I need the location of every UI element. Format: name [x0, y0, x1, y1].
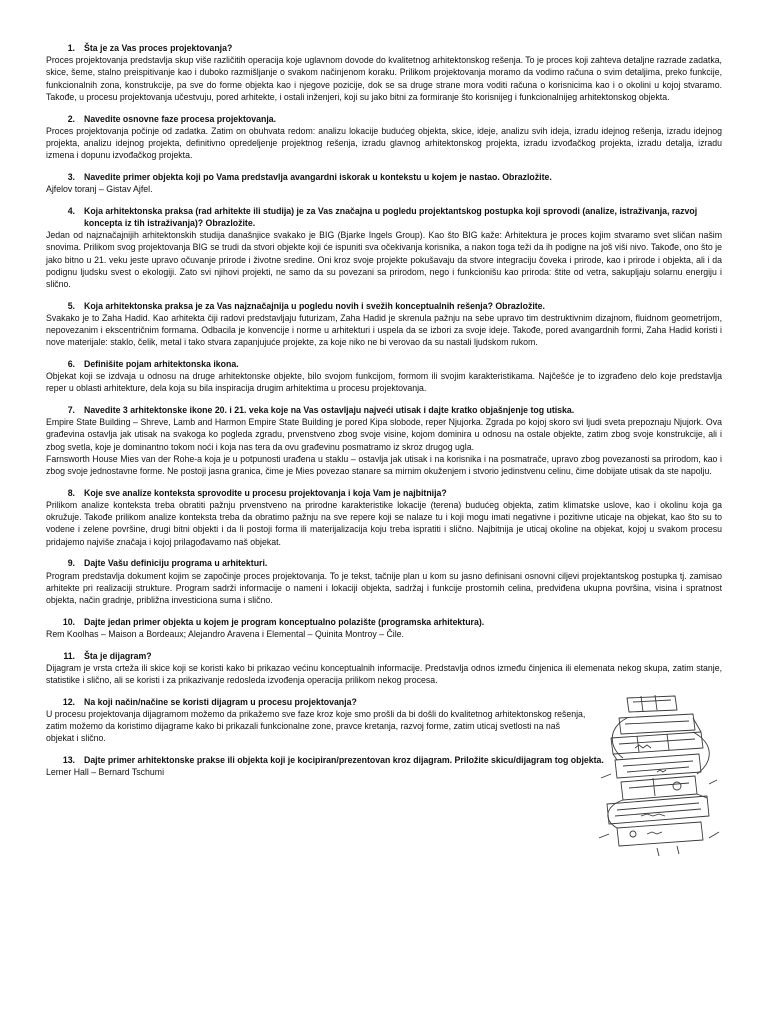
question-block — [46, 358, 722, 395]
question-number: 12. — [62, 696, 75, 707]
answer-paragraph: Farnsworth House Mies van der Rohe-a koja je u potpunosti urađena u staklu – ostavlja jak utisak i na korisnika i na posmatrače, upravo zbog povezanosti sa prirodom, kao i zbog svoje jednostavne forme. Ne postoji jasna granica, čime je Mies povezao stanare sa mirnim okuženjem i stvorio jedinstvenu celinu, čime dobijate utisak da ste napolju. — [46, 453, 722, 477]
question — [46, 557, 722, 569]
question-text: Šta je dijagram? — [84, 650, 152, 661]
answer-paragraph: Empire State Building – Shreve, Lamb and Harmon Empire State Building je pored Kipa slobode, reper Njujorka. Zgrada po kojoj skoro svi ljudi sveta prepoznaju Njujork. Ova građevina ostavlja jak utisak na svakoga ko pogleda zgradu, prvenstveno zbog svoje visine, kojom dominira u odnosu na ostale objekte, zatim zbog svoje konstrukcije, ali i zbog svetla, koje je dominantno tokom noći i koja nas tera da ovu građevinu posmatramo iz skroz drugog ugla. — [46, 417, 722, 452]
question — [46, 754, 620, 766]
question-text: Navedite 3 arhitektonske ikone 20. i 21. veka koje na Vas ostavljaju najveći utisak i dajte kratko objašnjenje tog utiska. — [84, 405, 575, 416]
question — [46, 696, 620, 708]
question-text: Koja arhitektonska praksa (rad arhitekte ili studija) je za Vas značajna u pogledu projektantskog postupka koji sprovodi (analize, istraživanja, razvoj koncepta iz tih istraživanja)? Obrazložite. — [84, 205, 698, 228]
question-number: 9. — [67, 558, 75, 569]
question-number: 7. — [67, 405, 75, 416]
question-text: Navedite osnovne faze procesa projektovanja. — [84, 113, 277, 124]
question — [46, 171, 722, 183]
question — [46, 487, 722, 499]
question-text: Dajte primer arhitektonske prakse ili objekta koji je kocipiran/prezentovan kroz dijagram. Priložite skicu/dijagram tog objekta. — [84, 754, 604, 765]
question-block — [46, 616, 722, 640]
question — [46, 650, 722, 662]
question — [46, 300, 722, 312]
question-text: Dajte Vašu definiciju programa u arhitekturi. — [84, 558, 268, 569]
question-block — [46, 42, 722, 103]
question-text: Dajte jedan primer objekta u kojem je program konceptualno polazište (programska arhitektura). — [84, 616, 485, 627]
answer-paragraph: Svakako je to Zaha Hadid. Kao arhitekta čiji radovi predstavljaju futurizam, Zaha Hadid je skrenula pažnju na sebe upravo tim destruktivnim dizajnom, fluidnom geometrijom, nepovezanim i ekscentričnim formama. Odbacila je konvencije i norme u arhitekturi i uspela da se izbori za svoje ideje. Takođe, pored avangardnih formi, Zaha Hadid koristi i nove materijale: staklo, čelik, metal i tako stvara zapanjujuće projekte, za koje niko ne bi verovao da su nastali ljudskom rukom. — [46, 312, 722, 348]
question-block — [46, 300, 722, 349]
question-number: 5. — [67, 300, 75, 311]
question-number: 10. — [62, 616, 75, 627]
qa-with-sketch — [46, 696, 722, 779]
document-page — [46, 42, 722, 788]
answer-paragraph: Jedan od najznačajnijih arhitektonskih studija današnjice svakako je BIG (Bjarke Ingels Group). Kao što BIG kaže: Arhitektura je proces kojim stvaramo svet sličan našim snovima. Prilikom svog projektovanja BIG se trudi da stvori objekte koji će ispuniti sva očekivanja korisnika, a nakon toga teži da ih podigne na još viši nivo. Takođe, ono što je jako bitno u 21. veku jeste upravo očuvanje prirode i životne sredine. Oni kroz svoje projekte pokušavaju da stvore integraciju čoveka i prirode, kao i prirode i objekta, ali i da podignu ljudsku svest o ekologiji. Zato svi njihovi projekti, ne samo da su povezani sa prirodom, nego i funkcionišu kao priroda: štite od vetra, sakupljaju solarnu energiju i slično. — [46, 230, 722, 289]
answer-paragraph: U procesu projektovanja dijagramom možemo da prikažemo sve faze kroz koje smo prošli da bi došli do kvalitetnog arhitektonskog rešenja, zatim možemo da koristimo dijagrame kako bi prikazali funkcionalne zone, pravce kretanja, razvoj forme, zatim uticaj svetlosti na naš objekat i slično. — [46, 708, 586, 744]
question-number: 13. — [62, 754, 75, 765]
answer-paragraph: Proces projektovanja predstavlja skup više različitih operacija koje uglavnom dovode do kvalitetnog arhitektonskog rešenja. To je proces koji zahteva detaljne razrade zadatka, skice, šeme, stalno preispitivanje kao i duboko razmišljanje o svakom načinjenom koraku. Prilikom projektovanja moramo da vodimo računa o svim detaljima, preko funkcije, funkcionalnih zona, konstrukcije, pa sve do forme objekta kao i njegove pozicije, dok se sa druge strane mora voditi računa o korisnicima kao i o okolini u kojoj stvaramo. Takođe, u procesu projektovanja učestvuju, pored arhitekte, i ostali inženjeri, koji su jako bitni za formiranje što korisnijeg i funkcionalnijeg arhitektonskog objekta. — [46, 55, 722, 102]
question — [46, 616, 722, 628]
question — [46, 358, 722, 370]
answer-paragraph: Objekat koji se izdvaja u odnosu na druge arhitektonske objekte, bilo svojom funkcijom, formom ili svojim karakteristikama. Najčešće je to izgrađeno delo koje predstavlja reper u oblasti arhitekture, dela koja su bila inspiracija drugim arhitektima u procesu projektovanja. — [46, 371, 722, 394]
question-text: Koje sve analize konteksta sprovodite u procesu projektovanja i koja Vam je najbitnija? — [84, 487, 447, 498]
answer-paragraph: Ajfelov toranj – Gistav Ajfel. — [46, 184, 153, 195]
question-text: Šta je za Vas proces projektovanja? — [84, 43, 233, 53]
answer-paragraph: Dijagram je vrsta crteža ili skice koji se koristi kako bi prikazao većinu konceptualnih informacije. Predstavlja odnos između činjenica ili elemenata nekog skupa, zatim stanje, statistike i slično, ali se koristi i za prikazivanje redosleda izvođenja operacija prilikom nekog procesa. — [46, 662, 722, 685]
answer-paragraph: Proces projektovanja počinje od zadatka. Zatim on obuhvata redom: analizu lokacije budućeg objekta, skice, ideje, analizu svih ideja, izradu idejnog rešenja, izradu idejnog projekta, analizu idejnog projekta, definitivno opredeljenje projektnog rešenja, izradu glavnog arhitektonskog projekta, izradu izvođačkog projekta, izradu detalja, izradu izmena i dopunu izvođačkog projekta. — [46, 125, 722, 161]
question-block — [46, 650, 722, 687]
question-block — [46, 205, 722, 290]
question-block — [46, 113, 722, 162]
question-number: 1. — [67, 43, 75, 53]
answer-paragraph: Rem Koolhas – Maison a Bordeaux; Alejandro Aravena i Elemental – Quinita Montroy – Čile. — [46, 628, 404, 639]
question — [46, 205, 722, 229]
question-block — [46, 557, 722, 606]
question-number: 4. — [67, 205, 75, 216]
question-number: 11. — [63, 650, 75, 661]
question-block — [46, 171, 722, 195]
question-number: 8. — [67, 487, 75, 498]
question-text: Na koji način/načine se koristi dijagram u procesu projektovanja? — [84, 696, 357, 707]
question-text: Navedite primer objekta koji po Vama predstavlja avangardni iskorak u kontekstu u kojem je nastao. Obrazložite. — [84, 171, 552, 182]
question-block — [46, 487, 722, 548]
question-number: 3. — [67, 171, 75, 182]
question-text: Definišite pojam arhitektonska ikona. — [84, 358, 239, 369]
answer-paragraph: Prilikom analize konteksta treba obratiti pažnju prvenstveno na prirodne karakteristike lokacije (terena) budućeg objekta, zatim klimatske uslove, kao i okolinu koja ga okružuje. Takođe prilikom analize konteksta treba da obratimo pažnju na sve repere koji se nalaze tu i koji mogu imati negativne i pozitivne uticaje na objekat, kao što su to vodene i zelene površine, drugi bitni objekti i da li postoji forma ili materijalizacija koju treba ispratiti i slično. Najbitnija je uticaj okoline na objekat, kojoj u svakom procesu pridajemo najviše značaja i kojoj prilagođavamo naš objekat. — [46, 500, 722, 547]
qa-list — [46, 42, 722, 686]
answer-paragraph: Lerner Hall – Bernard Tschumi — [46, 767, 165, 778]
architectural-diagram-sketch-icon — [597, 688, 721, 858]
question-number: 2. — [67, 113, 75, 124]
question-block — [46, 404, 722, 477]
question-number: 6. — [67, 358, 75, 369]
question — [46, 42, 722, 54]
question-text: Koja arhitektonska praksa je za Vas najznačajnija u pogledu novih i svežih konceptualnih rešenja? Obrazložite. — [84, 300, 545, 311]
question — [46, 113, 722, 125]
question — [46, 404, 722, 416]
answer-paragraph: Program predstavlja dokument kojim se započinje proces projektovanja. To je tekst, tačnije plan u kom su jasno definisani osnovni ciljevi projektantskog postupka tj. zamisao arhitekte pri realizaciji strukture. Program sadrži informacije o nameni i lokaciji objekta, sadržaj i funkcije prostornih celina, predviđena ukupna površina, visina i spratnost objekta, način gradnje, približna investiciona suma i slično. — [46, 570, 722, 605]
